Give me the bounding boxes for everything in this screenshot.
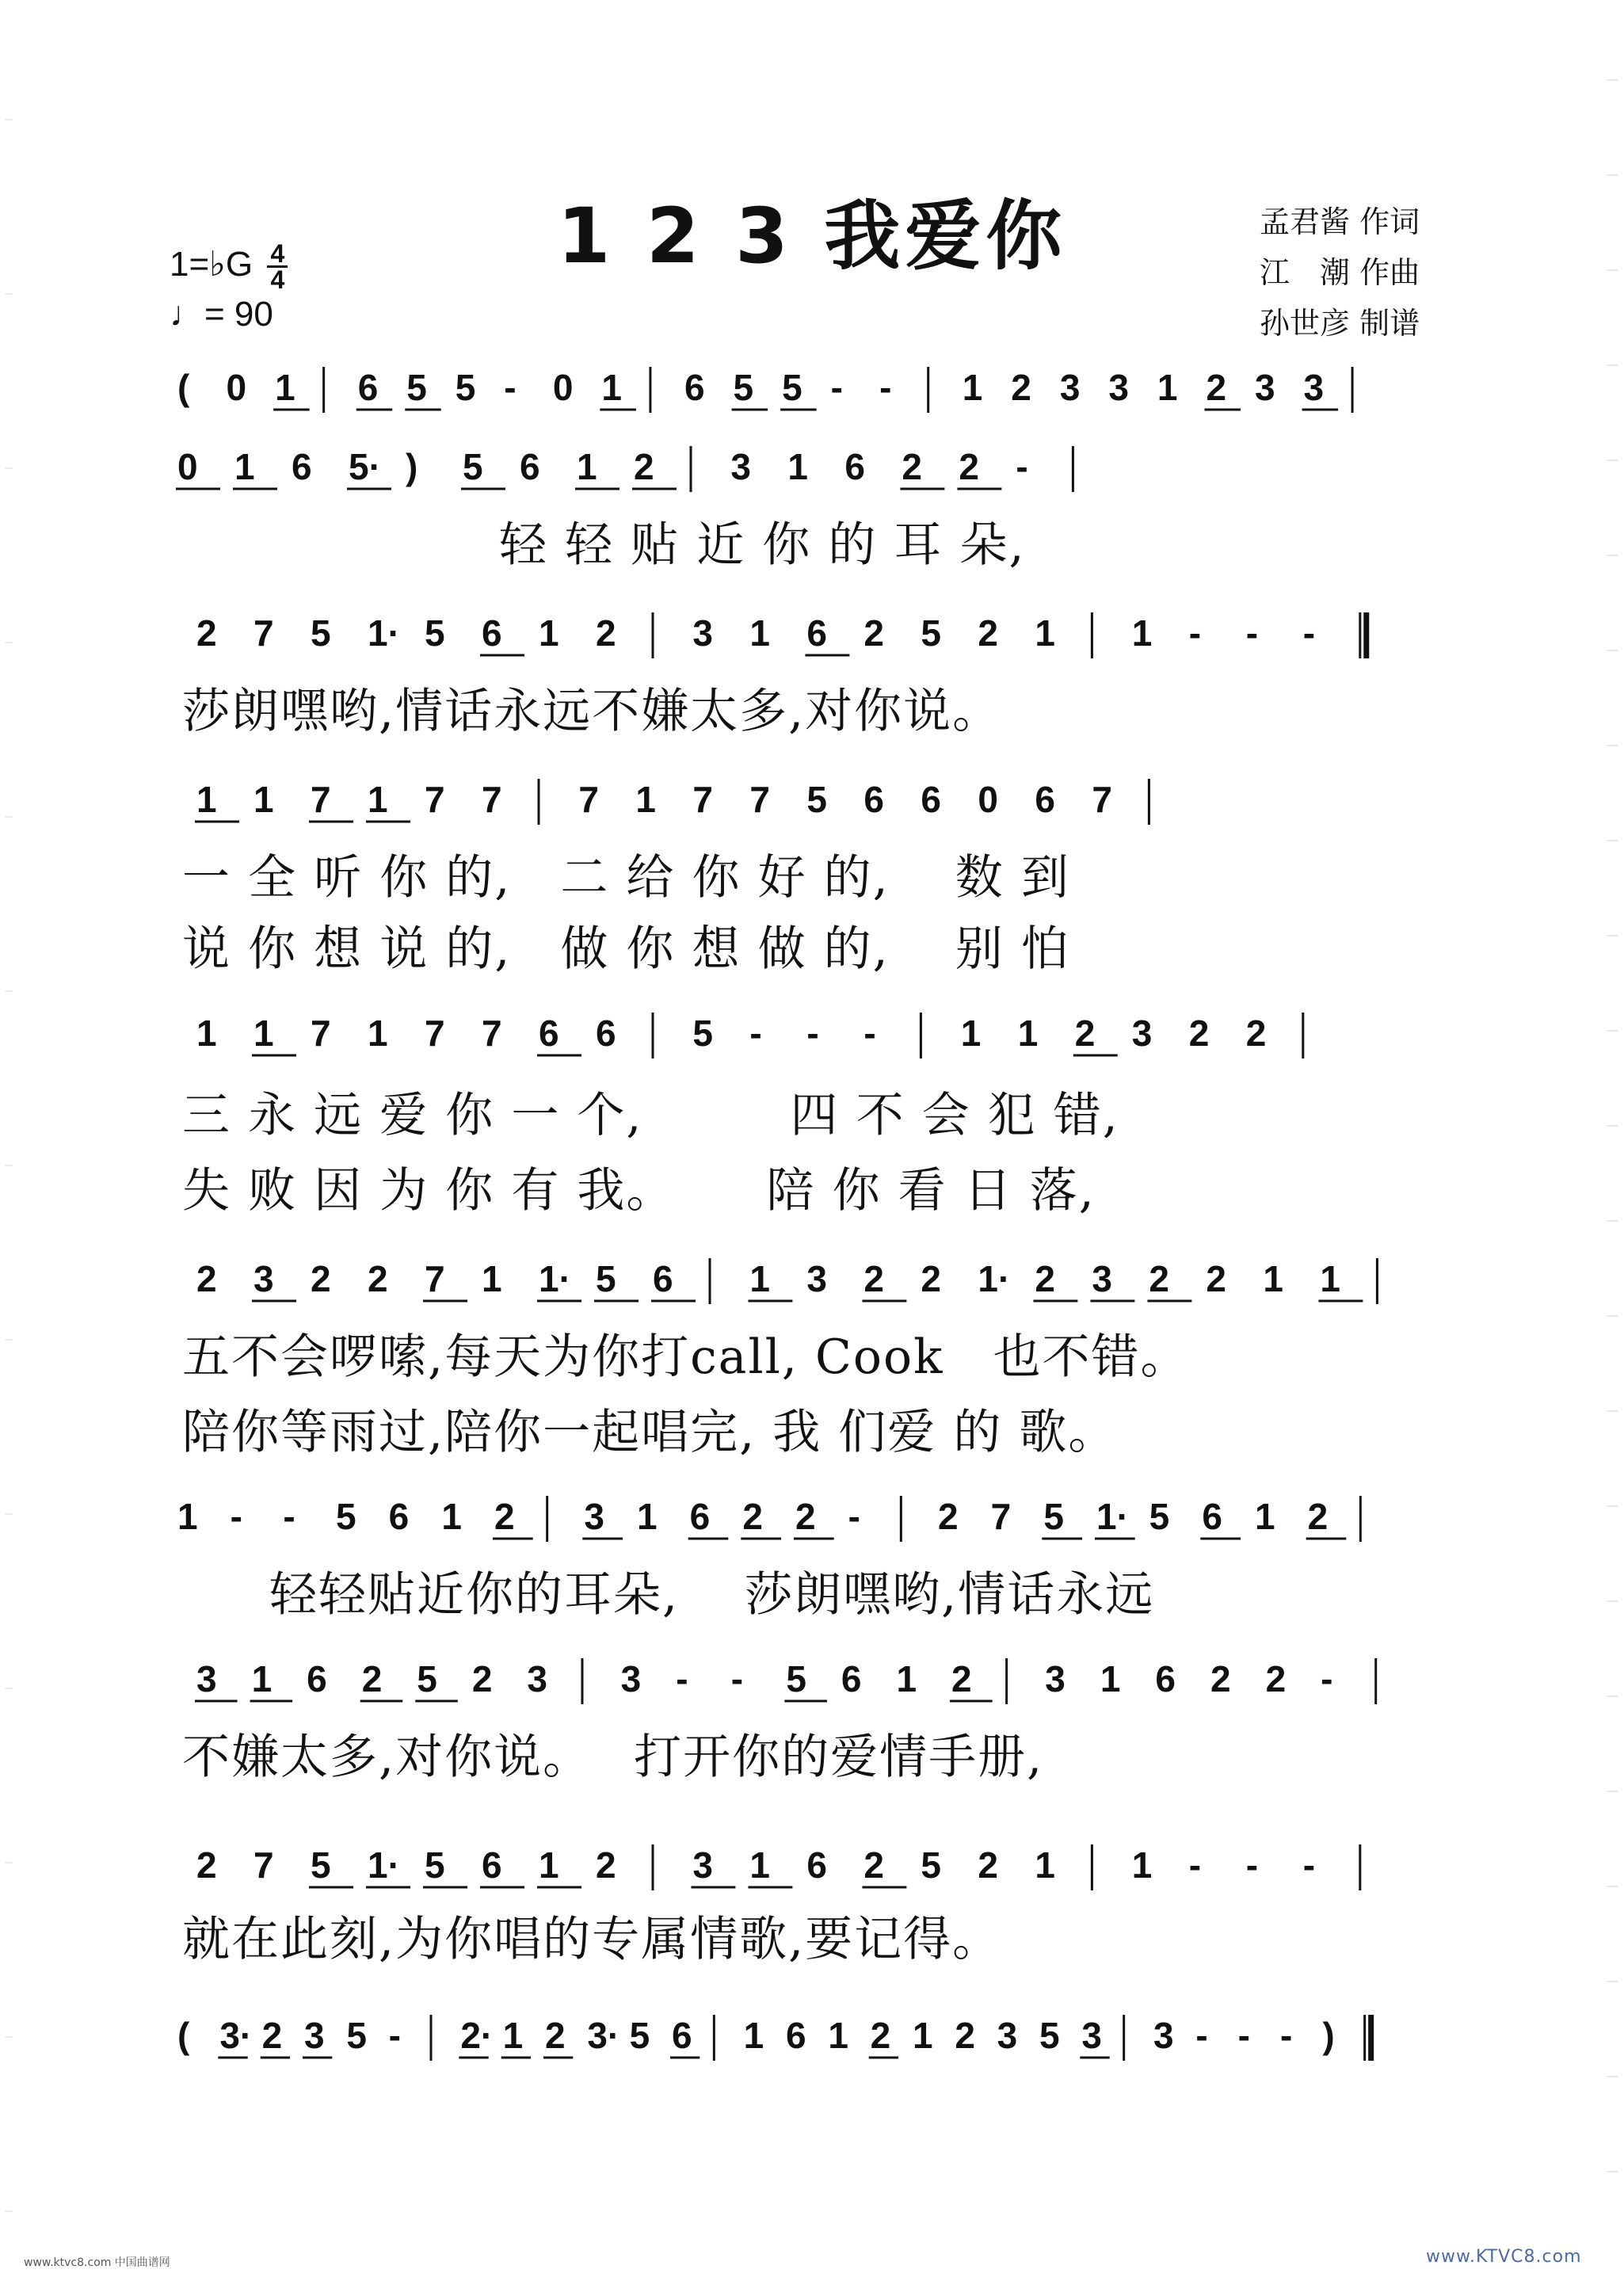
note: 1: [960, 1013, 982, 1054]
note: 5: [921, 1844, 941, 1886]
note: 2: [1035, 1258, 1055, 1299]
time-signature-bottom: 4: [270, 265, 285, 294]
note: 5: [1043, 1496, 1064, 1537]
note: 1: [577, 446, 597, 487]
note: 5: [425, 1844, 445, 1886]
note: -: [388, 2015, 401, 2056]
note: 5: [733, 367, 754, 408]
note: 6: [672, 2015, 692, 2056]
note: 3: [692, 612, 713, 654]
note: 2: [742, 1496, 763, 1537]
note: 2: [368, 1258, 388, 1299]
note: 6: [863, 779, 884, 820]
note: 3: [584, 1496, 604, 1537]
note: 7: [311, 1013, 331, 1054]
notation-svg: [189, 1252, 1480, 1315]
note: 1: [1035, 1844, 1055, 1886]
lyric-line: 轻 轻 贴 近 你 的 耳 朵,: [499, 517, 1026, 573]
note: 6: [1155, 1658, 1176, 1699]
note: 5: [311, 1844, 331, 1886]
note: 2: [863, 612, 884, 654]
note: -: [1016, 446, 1028, 487]
credits: [1260, 196, 1420, 349]
note: 1: [177, 1496, 198, 1537]
left-margin-watermark: [5, 32, 13, 2242]
note: 1·: [539, 1258, 571, 1299]
note: 5: [406, 367, 427, 408]
note: 3: [1153, 2015, 1174, 2056]
song-title: 1 2 3 我爱你: [557, 192, 1067, 280]
note: 2: [261, 2015, 283, 2056]
note: 5: [782, 367, 802, 408]
note: 1: [743, 2015, 764, 2056]
note: ): [1322, 2015, 1335, 2056]
notation-svg: [170, 360, 1461, 424]
note: 1: [539, 612, 559, 654]
note: 3: [806, 1258, 827, 1299]
note: 3: [1108, 367, 1129, 408]
notation-line: [189, 1006, 1480, 1070]
notation-line: [170, 2008, 1461, 2072]
note: 6: [786, 2015, 806, 2056]
note: 2: [634, 446, 654, 487]
note: 6: [921, 779, 941, 820]
note: -: [283, 1496, 295, 1537]
note: 1: [251, 1658, 273, 1699]
note: 0: [978, 779, 998, 820]
note: -: [806, 1013, 819, 1054]
note: -: [1237, 2015, 1250, 2056]
note: 2: [870, 2015, 891, 2056]
notation-line: [170, 1490, 1461, 1553]
note: 3: [1255, 367, 1275, 408]
note: 2: [959, 446, 979, 487]
note: -: [1321, 1658, 1333, 1699]
note: -: [1302, 1844, 1316, 1886]
note: 2: [938, 1496, 959, 1537]
lyric-line: 说 你 想 说 的, 做 你 想 做 的, 别 怕: [182, 921, 1070, 977]
note: 3: [997, 2015, 1018, 2056]
note: 3·: [587, 2015, 620, 2056]
note: 1: [749, 612, 770, 654]
note: 1: [1320, 1258, 1340, 1299]
note: 3: [1131, 1013, 1153, 1054]
note: 1: [196, 1013, 217, 1054]
note: 7: [482, 779, 502, 820]
note: 5: [596, 1258, 616, 1299]
note: 2: [902, 446, 922, 487]
note: 0: [226, 367, 247, 408]
note: 2: [863, 1844, 884, 1886]
note: 1: [1100, 1658, 1121, 1699]
note: 1: [1035, 612, 1055, 654]
notation-line: [189, 772, 1480, 836]
lyric-line: 五不会啰嗦,每天为你打call, Cook 也不错。: [182, 1329, 1190, 1385]
note: -: [676, 1658, 688, 1699]
note: -: [830, 367, 843, 408]
note: 2: [545, 2015, 566, 2056]
note: 1: [913, 2015, 933, 2056]
notation-svg: [189, 772, 1480, 836]
note: 5: [806, 779, 827, 820]
note: 2: [596, 1844, 616, 1886]
note: 0: [177, 446, 198, 487]
lyric-line: 就在此刻,为你唱的专属情歌,要记得。: [182, 1912, 1002, 1967]
footer-site-logo: www.KTVC8.com: [1426, 2247, 1582, 2267]
note: 2: [921, 1258, 941, 1299]
note: 5: [1149, 1496, 1170, 1537]
note: 2: [1210, 1658, 1231, 1699]
note: 2: [1206, 367, 1227, 408]
composer-credit: 江 潮 作曲: [1260, 255, 1420, 290]
note: 2: [955, 2015, 975, 2056]
note: 6: [806, 612, 827, 654]
note: -: [504, 367, 517, 408]
time-signature: [267, 239, 288, 294]
note: 6: [482, 612, 502, 654]
note: 2: [494, 1496, 515, 1537]
note: 2: [361, 1658, 383, 1699]
note: 1: [502, 2015, 524, 2056]
note: 1: [1263, 1258, 1283, 1299]
note: 7: [990, 1496, 1012, 1537]
note: 6: [806, 1844, 827, 1886]
note: 3: [1059, 367, 1081, 408]
note: 6: [1202, 1496, 1222, 1537]
note: 1: [635, 779, 656, 820]
note: -: [863, 1013, 876, 1054]
key-signature: [170, 239, 288, 294]
note: -: [879, 367, 892, 408]
notation-svg: [170, 1490, 1461, 1553]
note: 1: [601, 367, 622, 408]
notation-line: [189, 1252, 1480, 1315]
note: 3: [1303, 367, 1325, 408]
note: 7: [254, 612, 274, 654]
note: 2: [311, 1258, 331, 1299]
note: 5: [346, 2015, 367, 2056]
note: 6: [539, 1013, 559, 1054]
note: 1: [368, 779, 388, 820]
note: 5: [425, 612, 445, 654]
note: 2: [1188, 1013, 1210, 1054]
note: 3: [1081, 2015, 1102, 2056]
note: 2: [863, 1258, 884, 1299]
note: -: [1188, 612, 1202, 654]
note: 1: [896, 1658, 917, 1699]
note: -: [1245, 612, 1259, 654]
note: -: [1245, 1844, 1259, 1886]
note: 3: [304, 2015, 325, 2056]
note: 2: [196, 1258, 217, 1299]
note: 7: [254, 1844, 274, 1886]
note: 3: [620, 1658, 642, 1699]
note: 2: [978, 1844, 998, 1886]
lyric-line: 一 全 听 你 的, 二 给 你 好 的, 数 到: [182, 850, 1070, 906]
note: 1: [1157, 367, 1178, 408]
note: 1: [637, 1496, 658, 1537]
note: 2: [795, 1496, 816, 1537]
notation-line: [170, 360, 1461, 424]
note: 1: [1255, 1496, 1275, 1537]
note: 6: [292, 446, 312, 487]
note: 6: [388, 1496, 410, 1537]
notation-svg: [189, 606, 1480, 669]
note: -: [230, 1496, 242, 1537]
note: 6: [689, 1496, 711, 1537]
note: -: [1188, 1844, 1202, 1886]
notation-svg: [189, 1006, 1480, 1070]
note: 6: [844, 446, 865, 487]
note: 2: [196, 612, 217, 654]
note: 1: [1131, 1844, 1153, 1886]
note: 5: [311, 612, 331, 654]
note: 2: [596, 612, 616, 654]
note: 1·: [1096, 1496, 1129, 1537]
note: 7: [311, 779, 331, 820]
note: 1: [275, 367, 295, 408]
note: 6: [1035, 779, 1055, 820]
note: 1·: [978, 1258, 1011, 1299]
note: -: [1302, 612, 1316, 654]
note: 5: [463, 446, 483, 487]
note: 6: [841, 1658, 862, 1699]
time-signature-top: 4: [270, 239, 285, 268]
note: 1·: [368, 1844, 400, 1886]
note: 7: [425, 779, 445, 820]
note: 7: [692, 779, 713, 820]
note: 2: [471, 1658, 493, 1699]
note: 6: [482, 1844, 502, 1886]
note: 2: [196, 1844, 217, 1886]
note: -: [1280, 2015, 1293, 2056]
note: 1: [441, 1496, 462, 1537]
note: 5: [1039, 2015, 1060, 2056]
note: 2: [1245, 1013, 1267, 1054]
note: -: [749, 1013, 762, 1054]
notation-svg: [189, 1652, 1480, 1715]
note: 7: [578, 779, 599, 820]
arranger-credit: 孙世彦 制谱: [1260, 306, 1420, 341]
lyric-line: 轻轻贴近你的耳朵, 莎朗嘿哟,情话永远: [269, 1567, 1155, 1623]
note: 5: [336, 1496, 356, 1537]
note: 3: [1045, 1658, 1066, 1699]
note: 2: [1011, 367, 1031, 408]
note: 3: [196, 1658, 217, 1699]
note: 3: [527, 1658, 547, 1699]
note: 6: [307, 1658, 327, 1699]
note: 2·: [460, 2015, 494, 2056]
note: 2: [1307, 1496, 1329, 1537]
lyricist-credit: 孟君酱 作词: [1260, 204, 1420, 239]
note: -: [730, 1658, 744, 1699]
note: 1: [1017, 1013, 1039, 1054]
note: (: [177, 2015, 190, 2056]
note: 1: [828, 2015, 848, 2056]
note: 7: [482, 1013, 502, 1054]
note: 1: [196, 779, 217, 820]
note: 3: [730, 446, 751, 487]
note: 7: [749, 779, 770, 820]
tempo-marking: ♩= 90: [170, 295, 273, 334]
note: 0: [552, 367, 574, 408]
notation-line: [189, 1652, 1480, 1715]
note: 1: [234, 446, 255, 487]
note: 3: [692, 1844, 713, 1886]
note: 2: [1074, 1013, 1096, 1054]
note: 6: [596, 1013, 616, 1054]
note: 5: [786, 1658, 806, 1699]
note: 6: [520, 446, 540, 487]
note: 5·: [349, 446, 381, 487]
note: 7: [1092, 779, 1112, 820]
note: 7: [425, 1013, 445, 1054]
note: 6: [684, 367, 705, 408]
note: 1: [368, 1013, 388, 1054]
note: -: [1195, 2015, 1208, 2056]
lyric-line: 失 败 因 为 你 有 我。 陪 你 看 日 落,: [182, 1163, 1096, 1219]
note: 1: [749, 1844, 770, 1886]
notation-line: [170, 440, 1461, 503]
note: 1: [962, 367, 983, 408]
note: 6: [653, 1258, 673, 1299]
note: -: [848, 1496, 860, 1537]
note: 1: [787, 446, 808, 487]
notation-line: [189, 1838, 1480, 1901]
note: 2: [951, 1658, 972, 1699]
note: 6: [357, 367, 379, 408]
note: 5: [692, 1013, 713, 1054]
note: 1: [539, 1844, 559, 1886]
note: 5: [455, 367, 476, 408]
lyric-line: 陪你等雨过,陪你一起唱完, 我 们爱 的 歌。: [182, 1405, 1118, 1460]
note: 1: [1131, 612, 1153, 654]
note: 2: [1265, 1658, 1287, 1699]
note: 1: [749, 1258, 770, 1299]
note: 5: [629, 2015, 650, 2056]
note: 1: [482, 1258, 502, 1299]
note: 5: [417, 1658, 437, 1699]
note: ): [406, 446, 418, 487]
note: 1·: [368, 612, 400, 654]
note: 3: [254, 1258, 274, 1299]
note: 3: [1092, 1258, 1112, 1299]
lyric-line: 三 永 远 爱 你 一 个, 四 不 会 犯 错,: [182, 1088, 1119, 1143]
note: 2: [978, 612, 998, 654]
notation-svg: [170, 2008, 1461, 2072]
note: 3·: [219, 2015, 253, 2056]
note: 2: [1149, 1258, 1169, 1299]
key-text: 1=♭G: [170, 245, 254, 284]
note: 5: [921, 612, 941, 654]
lyric-line: 不嫌太多,对你说。 打开你的爱情手册,: [182, 1730, 1044, 1785]
footer-left-text: www.ktvc8.com 中国曲谱网: [24, 2256, 170, 2269]
notation-svg: [170, 440, 1461, 503]
note: (: [177, 367, 190, 408]
note: 2: [1206, 1258, 1226, 1299]
lyric-line: 莎朗嘿哟,情话永远不嫌太多,对你说。: [182, 684, 1002, 739]
notation-line: [189, 606, 1480, 669]
right-margin-watermark: [1607, 32, 1618, 2242]
note: 1: [254, 1013, 274, 1054]
note: 7: [425, 1258, 445, 1299]
note: 1: [254, 779, 274, 820]
notation-svg: [189, 1838, 1480, 1901]
